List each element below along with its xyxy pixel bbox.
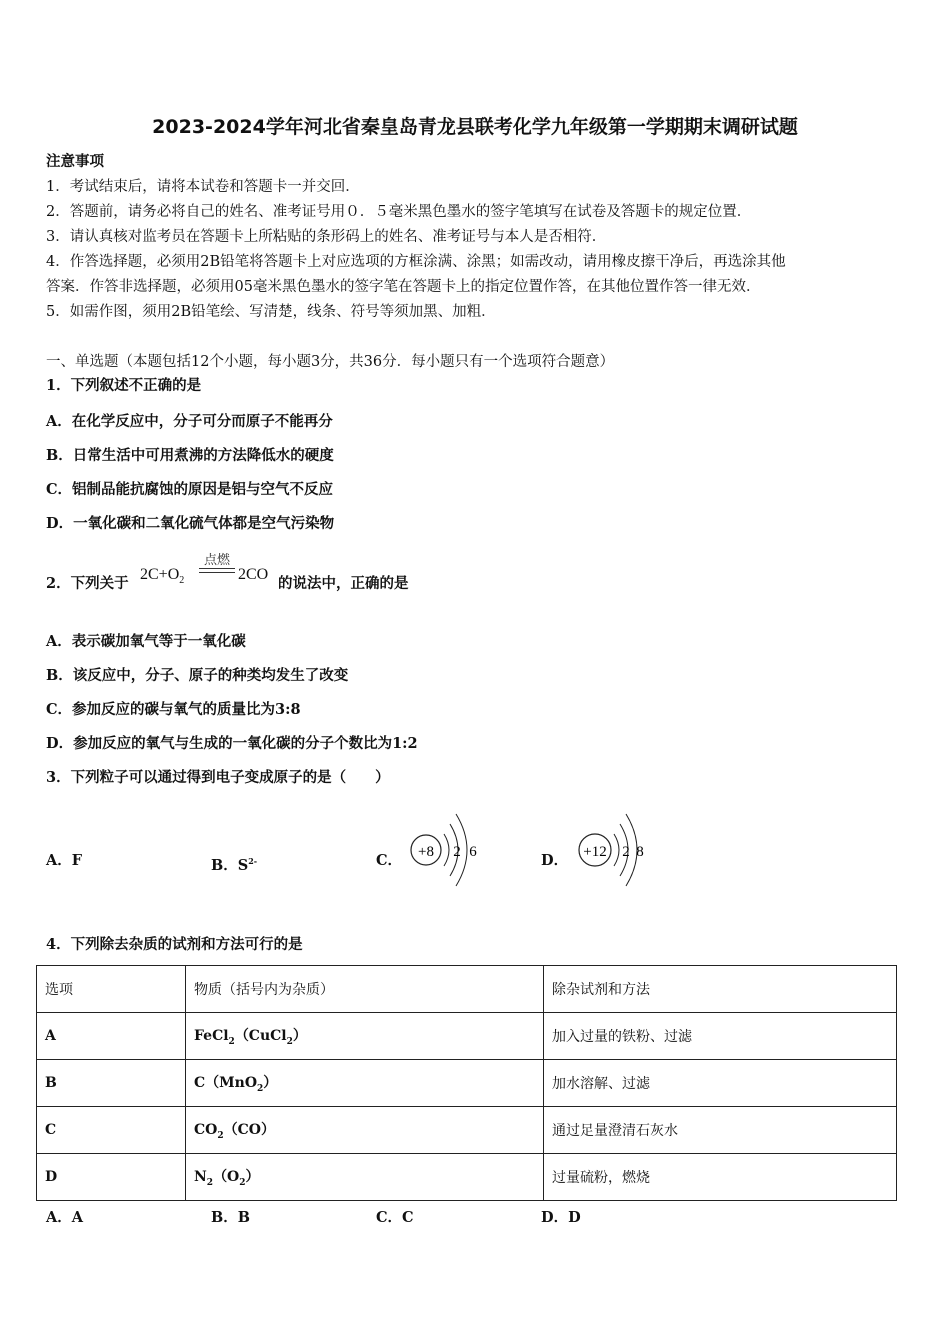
notice-item: 2．答题前，请务必将自己的姓名、准考证号用０．５毫米黑色墨水的签字笔填写在试卷及答题卡的规定位置． xyxy=(46,204,752,220)
q3-stem: 3．下列粒子可以通过得到电子变成原子的是（ ） xyxy=(46,769,390,786)
nucleus-charge: +8 xyxy=(418,844,434,860)
shell-count: 6 xyxy=(469,844,477,860)
q3-option-a: A．F xyxy=(46,852,83,869)
q1-stem: 1．下列叙述不正确的是 xyxy=(46,377,202,394)
notice-item: 3．请认真核对监考员在答题卡上所粘贴的条形码上的姓名、准考证号与本人是否相符． xyxy=(46,229,607,245)
table-cell-method: 加水溶解、过滤 xyxy=(544,1060,897,1107)
q1-option-a: A．在化学反应中，分子可分而原子不能再分 xyxy=(46,413,333,430)
q1-option-d: D．一氧化碳和二氧化硫气体都是空气污染物 xyxy=(46,515,335,532)
q4-stem: 4．下列除去杂质的试剂和方法可行的是 xyxy=(46,936,303,953)
table-header-row xyxy=(37,966,897,1013)
table-cell-method: 通过足量澄清石灰水 xyxy=(544,1107,897,1154)
q4-answer-b: B．B xyxy=(211,1209,251,1226)
table-header-cell: 除杂试剂和方法 xyxy=(544,966,897,1013)
q2-option-c: C．参加反应的碳与氧气的质量比为3:8 xyxy=(46,701,301,718)
q3-option-b: B．$S^{2-}$ xyxy=(211,856,258,874)
q2-option-b: B．该反应中，分子、原子的种类均发生了改变 xyxy=(46,667,349,684)
q2-option-d: D．参加反应的氧气与生成的一氧化碳的分子个数比为1:2 xyxy=(46,735,418,752)
equation-left: $2C+O_2$ xyxy=(140,566,185,587)
section-heading: 一、单选题（本题包括12个小题，每小题3分，共36分．每小题只有一个选项符合题意） xyxy=(46,354,615,370)
table-cell-option: C xyxy=(37,1107,186,1154)
electron-shell xyxy=(614,834,619,866)
q4-answer-d: D．D xyxy=(541,1209,581,1226)
notice-item: 4．作答选择题，必须用2B铅笔将答题卡上对应选项的方框涂满、涂黑；如需改动，请用橡皮擦干净后，再选涂其他 xyxy=(46,254,786,270)
table-cell-option: A xyxy=(37,1013,186,1060)
table-cell-substance: FeCl$_2$（CuCl$_2$） xyxy=(186,1013,544,1060)
electron-shell xyxy=(444,834,449,866)
equation-right: 2CO xyxy=(238,566,269,583)
table-cell-method: 过量硫粉，燃烧 xyxy=(544,1154,897,1201)
q3-option-d: D． xyxy=(541,852,569,869)
q1-option-c: C．铝制品能抗腐蚀的原因是铝与空气不反应 xyxy=(46,481,334,498)
q2-option-a: A．表示碳加氧气等于一氧化碳 xyxy=(46,633,246,650)
table-row xyxy=(37,1060,897,1107)
notice-item: 5．如需作图，须用2B铅笔绘、写清楚，线条、符号等须加黑、加粗． xyxy=(46,304,496,320)
table-cell-substance: $CO_2(CO)$ xyxy=(186,1107,544,1154)
shell-count: 8 xyxy=(636,844,644,860)
table-cell-substance: C（MnO$_2$） xyxy=(186,1060,544,1107)
table-cell-option: B xyxy=(37,1060,186,1107)
q4-answer-a: A．A xyxy=(46,1209,84,1226)
q2-stem-after: 的说法中，正确的是 xyxy=(278,575,409,592)
equation-condition: 点燃 xyxy=(203,553,230,568)
table-row xyxy=(37,1013,897,1060)
page-title: 2023-2024学年河北省秦皇岛青龙县联考化学九年级第一学期期末调研试题 xyxy=(152,116,798,138)
notice-item: 1．考试结束后，请将本试卷和答题卡一并交回． xyxy=(46,179,360,195)
shell-count: 2 xyxy=(453,844,461,860)
impurity-table xyxy=(36,965,897,1201)
q2-stem-before: 2．下列关于 xyxy=(46,575,129,592)
equation-equals-line xyxy=(199,568,235,569)
notice-heading: 注意事项 xyxy=(46,153,104,170)
q3-option-c: C． xyxy=(376,852,403,869)
atom-diagram-c xyxy=(404,806,494,888)
nucleus-charge: +12 xyxy=(583,844,607,860)
notice-item: 答案．作答非选择题，必须用05毫米黑色墨水的签字笔在答题卡上的指定位置作答，在其他位置作答一律无效． xyxy=(46,279,761,295)
table-cell-option: D xyxy=(37,1154,186,1201)
shell-count: 2 xyxy=(622,844,630,860)
table-cell-method: 加入过量的铁粉、过滤 xyxy=(544,1013,897,1060)
q1-option-b: B．日常生活中可用煮沸的方法降低水的硬度 xyxy=(46,447,334,464)
table-header-cell: 选项 xyxy=(37,966,186,1013)
table-row xyxy=(37,1154,897,1201)
equation-equals-line xyxy=(199,572,235,573)
q4-answer-c: C．C xyxy=(376,1209,414,1226)
table-row xyxy=(37,1107,897,1154)
atom-diagram-d xyxy=(570,806,660,888)
table-cell-substance: $N_2(O_2)$ xyxy=(186,1154,544,1201)
table-header-cell: 物质（括号内为杂质） xyxy=(186,966,544,1013)
